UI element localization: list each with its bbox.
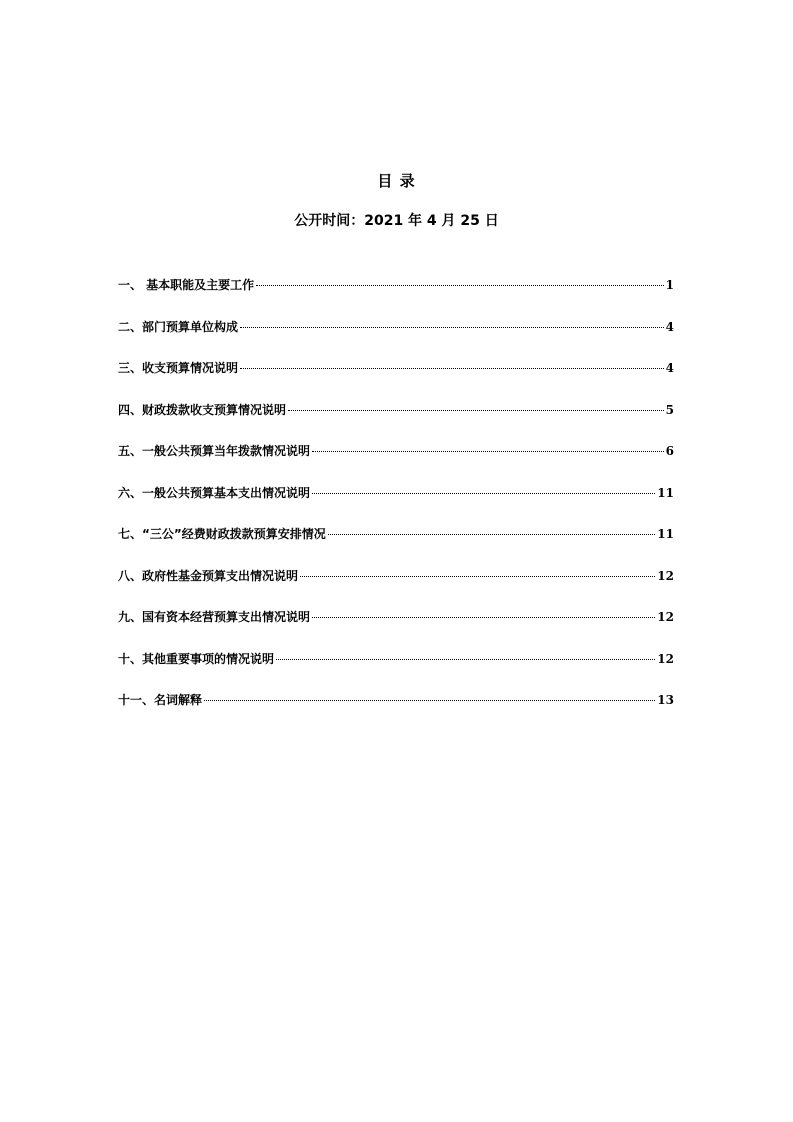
toc-entry-page: 11 — [657, 485, 674, 500]
toc-leader-dots — [240, 368, 664, 369]
toc-entry-page: 5 — [665, 402, 674, 417]
toc-entry-label: 一、 基本职能及主要工作 — [118, 278, 255, 292]
page-title: 目 录 — [377, 172, 416, 190]
toc-entry-label: 二、部门预算单位构成 — [118, 319, 239, 334]
toc-leader-dots — [256, 285, 663, 286]
toc-leader-dots — [288, 410, 664, 411]
toc-entry-page: 4 — [665, 361, 674, 375]
toc-entry[interactable] — [118, 442, 674, 484]
toc-entry-label: 七、“三公”经费财政拨款预算安排情况 — [118, 527, 326, 541]
toc-entry-label: 五、一般公共预算当年拨款情况说明 — [118, 444, 311, 458]
toc-entry[interactable] — [118, 525, 674, 567]
toc-leader-dots — [276, 659, 655, 660]
toc-entry-label: 六、一般公共预算基本支出情况说明 — [118, 485, 311, 500]
toc-entry-label: 十一、名词解释 — [118, 693, 203, 707]
publish-date: 公开时间：2021 年 4 月 25 日 — [294, 213, 499, 229]
toc-entry[interactable] — [118, 484, 674, 526]
toc-entry[interactable] — [118, 567, 674, 609]
toc-entry-label: 八、政府性基金预算支出情况说明 — [118, 568, 299, 583]
toc-leader-dots — [328, 534, 656, 535]
toc-leader-dots — [312, 493, 655, 494]
toc-entry-page: 6 — [665, 444, 674, 458]
table-of-contents — [118, 276, 674, 733]
toc-entry-label: 九、国有资本经营预算支出情况说明 — [118, 610, 311, 624]
toc-leader-dots — [312, 451, 664, 452]
toc-entry-page: 1 — [665, 278, 674, 292]
toc-entry[interactable] — [118, 318, 674, 360]
toc-leader-dots — [204, 700, 655, 701]
toc-leader-dots — [312, 617, 655, 618]
toc-entry[interactable] — [118, 691, 674, 733]
toc-entry[interactable] — [118, 401, 674, 443]
toc-leader-dots — [300, 576, 655, 577]
toc-entry[interactable] — [118, 650, 674, 692]
toc-entry-page: 13 — [657, 693, 674, 707]
toc-entry-label: 三、收支预算情况说明 — [118, 361, 239, 375]
toc-entry[interactable] — [118, 608, 674, 650]
toc-entry-label: 十、其他重要事项的情况说明 — [118, 651, 275, 666]
toc-entry-label: 四、财政拨款收支预算情况说明 — [118, 402, 287, 417]
toc-entry-page: 4 — [665, 319, 674, 334]
toc-entry-page: 12 — [657, 610, 674, 624]
toc-leader-dots — [240, 327, 664, 328]
toc-entry[interactable] — [118, 276, 674, 318]
toc-entry-page: 11 — [657, 527, 674, 541]
toc-entry[interactable] — [118, 359, 674, 401]
toc-entry-page: 12 — [657, 651, 674, 666]
toc-entry-page: 12 — [657, 568, 674, 583]
